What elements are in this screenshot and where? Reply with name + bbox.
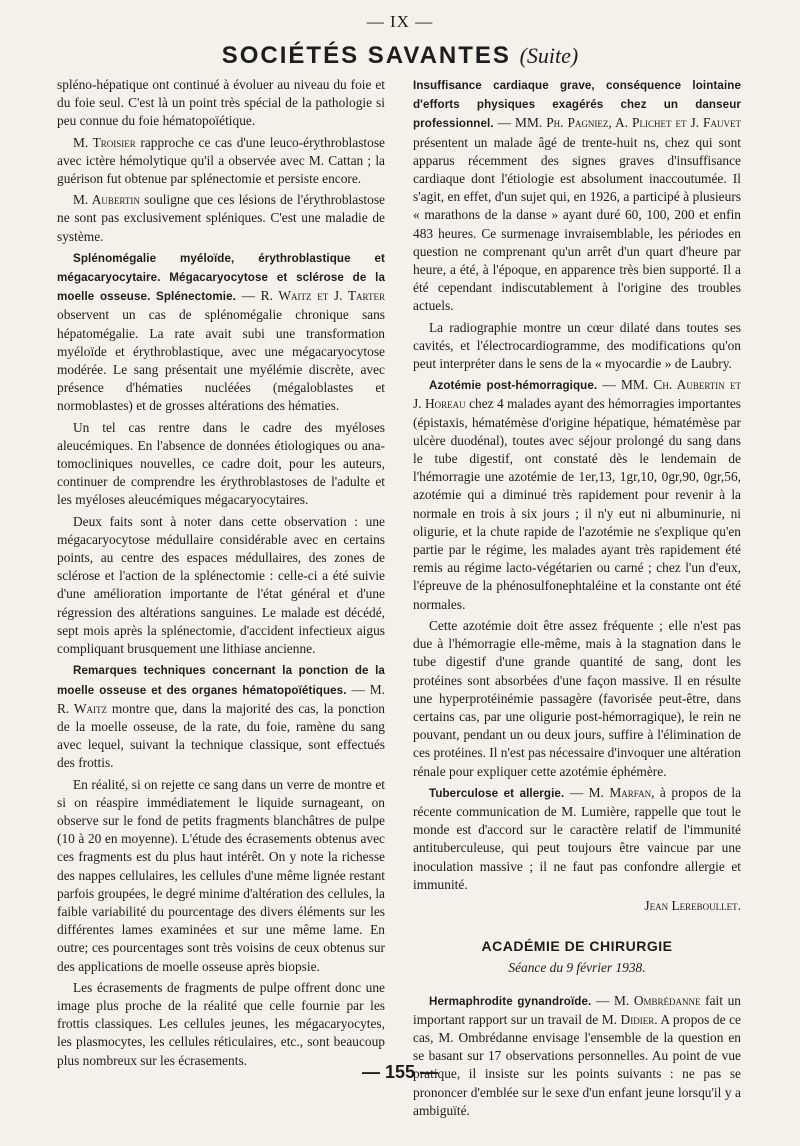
- paragraph-text: , à propos de la récente communication de M. Lumière, rappelle que tout le monde est d'accord sur le caractère relatif de l'immunité antituberculeuse, qui peut toujours être vaincue par une inoculation massive ; il ne faut pas confondre allergie et immunité.: [413, 784, 742, 892]
- communication-title: Hermaphrodite gynandroïde.: [429, 994, 592, 1008]
- left-column: [57, 76, 385, 1073]
- paragraph: Cette azotémie doit être assez fréquente ; elle n'est pas due à l'hémorragie elle-même, mais à la stagnation dans le tube digestif d'une grande quantité de sang, dont les protéines sont absorbées d'une façon massive. Il en résulte une hyperprotéinémie passagère (favorisée peut-être, dans certains cas, par une oligurie post-hémorragique), le rein ne pouvant, pendant un ou deux jours, suffire à l'élimination de ces protéines. Il n'est pas nécessaire d'invoquer une altération rénale pour expliquer cette azotémie éphémère.: [413, 617, 741, 779]
- paragraph: Les écrasements de fragments de pulpe offrent donc une image plus proche de la réalité que celle fournie par les frottis classiques. Les cellules jeunes, les mégacaryocytes, les plasmocytes, les cellules réticulaires, etc., sont beaucoup plus nombreux sur les écrasements.: [57, 979, 385, 1068]
- paragraph-text: souligne que ces lésions de l'érythroblastose ne sont pas exclusivement spléniques. C'est une maladie de système.: [57, 192, 386, 244]
- right-column: [413, 76, 741, 1123]
- page-number: — 155 —: [361, 1062, 439, 1082]
- signature: Jean Lereboullet.: [644, 897, 741, 913]
- communication: [413, 376, 741, 614]
- communication: [57, 249, 385, 416]
- header-suite: (Suite): [519, 43, 579, 68]
- paragraph-text: observent un cas de splénomégalie chronique sans hépatomégalie. La rate avait subi une transformation myéloïde et érythroblastique, avec une mégacaryocytose modérée. Le sang présentait une myélémie discrète, avec présence d'hématies nucléées (mégaloblastes et normoblastes) et de grosses altérations des hématies.: [57, 307, 385, 414]
- paragraph: [57, 134, 385, 189]
- header-title: SOCIÉTÉS SAVANTES: [221, 42, 511, 69]
- communication: [413, 784, 741, 894]
- communication-authors: — M. R. Waitz: [57, 681, 386, 716]
- communication-title: Azotémie post-hémorragique.: [429, 379, 598, 393]
- communication-title: Remarques techniques concernant la ponction de la moelle osseuse et des organes hématopoïétiques.: [57, 664, 385, 697]
- roman-page-number: — IX —: [366, 12, 434, 31]
- paragraph: En réalité, si on rejette ce sang dans un verre de montre et si on réaspire immédiatement le liquide surnageant, on observe sur le fond de petits fragments blanchâtres de pulpe (10 à 20 en moyenne). L'étude des écrasements obtenus avec ces fragments est du plus haut intérêt. On y note la richesse des nappes cellulaires, les cellules d'une même lignée restant parfois groupées, le degré minime d'altération des cellules, la faible variabilité du pourcentage des divers éléments sur les différentes lames examinées et sur une même lame. En outre; ces pourcentages sont très voisins de ceux obtenus sur des applications de moelle osseuse après biopsie.: [57, 776, 385, 974]
- communication-title: Tuberculose et allergie.: [429, 786, 565, 800]
- communication-authors: — M. Ombrédanne: [591, 992, 701, 1008]
- communication-title: Insuffisance cardiaque grave, conséquence lointaine d'efforts physiques exagérés chez un danseur professionnel.: [413, 79, 741, 131]
- paragraph: Deux faits sont à noter dans cette observation : une mégacaryocytose médullaire considérable avec en certains points, au centre des espaces médullaires, des zones de sclérose et l'action de la splénectomie : celle-ci a été suivie d'une amélioration importante de l'état général et d'une régression des altérations sanguines. Le malade est décédé, sept mois après la splénectomie, d'accident infectieux aigus compliquant brusquement une lithiase ancienne.: [57, 513, 385, 657]
- paragraph-text: montre que, dans la majorité des cas, la ponction de la moelle osseuse, de la rate, du foie, ramène du sang avec lequel, suivant la technique classique, sont effectués des frottis.: [57, 700, 386, 771]
- paragraph: [57, 191, 385, 246]
- communication-authors: — MM. Ph. Pagniez, A. Plichet et J. Fauvet: [493, 115, 741, 131]
- paragraph-text: présentent un malade âgé de trente-huit ns, chez qui sont apparus récemment des signes graves d'insuffisance cardiaque dont l'étiologie est absolument inaccoutumée. Il s'agit, en effet, d'un sujet qui, en 1926, a participé à plusieurs « marathons de la danse » ayant duré 60, 100, 200 et enfin 483 heures. Ce surmenage invraisemblable, les périodes en question ne comprenant qu'un arrêt d'un quart d'heure par heure, a été, à l'époque, en apparence très bien supporté. Il a été cependant indiscutablement à l'origine des troubles actuels.: [413, 134, 741, 314]
- communication: [413, 992, 741, 1120]
- communication-authors: — R. Waitz et J. Tarter: [235, 288, 385, 304]
- author-name: M. Didier: [601, 1011, 655, 1027]
- communication-authors: — MM. Ch. Aubertin et J. Horeau: [413, 377, 742, 412]
- paragraph: spléno-hépatique ont continué à évoluer au niveau du foie et du foie seul. C'est là un point très spécial de la pathologie si peu connue du foie hématopoïétique.: [57, 77, 385, 129]
- paragraph-text: . A propos de ce cas, M. Ombrédanne envisage l'ensemble de la question en se basant sur 17 observations personnelles. Au point de vue pratique, il insiste sur les points suivants : ne pas se prononcer d'emblée sur le sexe d'un enfant jeune lorsqu'il y a ambiguïté.: [413, 1011, 741, 1118]
- communication: [57, 661, 385, 772]
- section-title: ACADÉMIE DE CHIRURGIE: [481, 938, 673, 955]
- paragraph-text: rapproche ce cas d'une leuco-érythroblastose avec ictère hémolytique qu'il a observée avec M. Cattan ; la guérison fut obtenue par splénectomie et persiste encore.: [57, 134, 385, 187]
- author-name: M. Troisier: [73, 134, 136, 150]
- communication: [413, 76, 741, 316]
- communication-authors: — M. Marfan: [564, 784, 652, 800]
- paragraph: La radiographie montre un cœur dilaté dans toutes ses cavités, et l'électrocardiogramme, des modifications qu'on peut interpréter dans le sens de la « myocardie » de Laubry.: [413, 319, 741, 372]
- paragraph: Un tel cas rentre dans le cadre des myéloses aleucémiques. En l'absence de données étiologiques ou ana-tomocliniques nouvelles, ce cadre doit, pour les auteurs, continuer de comprendre les érythroblastoses de l'adulte et les myéloses aleucémiques mégacaryocytaires.: [57, 419, 385, 508]
- paragraph-text: fait un important rapport sur un travail de: [413, 992, 741, 1027]
- session-date: Séance du 9 février 1938.: [508, 960, 646, 976]
- author-name: M. Aubertin: [73, 192, 140, 208]
- page-header: [0, 42, 800, 70]
- paragraph-text: chez 4 malades ayant des hémorragies importantes (épistaxis, hématémèse d'origine hépatique, hématémèse par ulcère duodénal), toutes avec séjour prolongé du sang dans le tube digestif, ont constaté dès le lendemain de l'hémorragie une azotémie de 1er,13, 1gr,10, 0gr,90, 0gr,56, azotémie qui a diminué très rapidement pour revenir à la normale en trois à six jours ; il n'y eut ni albuminurie, ni oligurie, et la chute rapide de l'azotémie ne s'explique qu'en partie par le régime, les malades ayant très rapidement été remis au régime lacto-végétarien ou carné ; chez l'un d'eux, l'épreuve de la phénosulfonephtaléine et la constante ont été normales.: [413, 396, 741, 612]
- communication-title: Splénomégalie myéloïde, érythroblastique et mégacaryocytaire. Mégacaryocytose et sclérose de la moelle osseuse. Splénectomie.: [57, 251, 385, 304]
